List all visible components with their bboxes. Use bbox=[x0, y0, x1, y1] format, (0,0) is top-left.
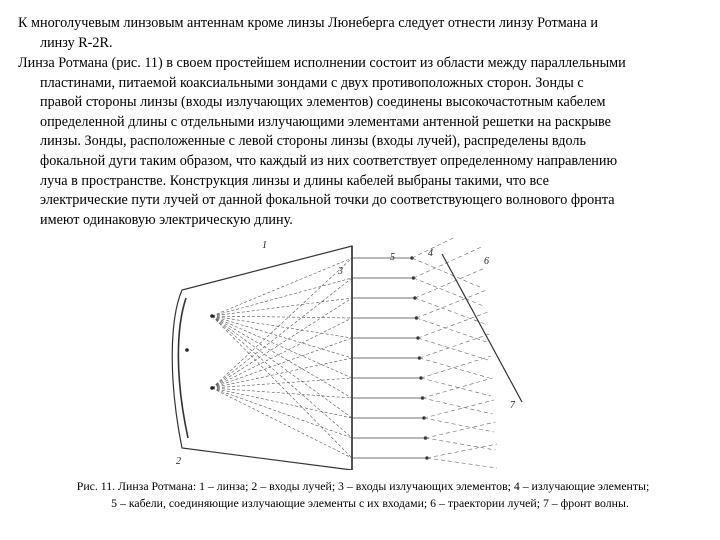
ray-traces bbox=[212, 258, 352, 458]
wave-line bbox=[412, 238, 482, 258]
text-line: электрические пути лучей от данной фокальной точки до соответствующего волнового фронта bbox=[40, 192, 615, 209]
ray-line bbox=[212, 388, 352, 438]
label-5: 5 bbox=[390, 252, 395, 263]
wave-front bbox=[442, 254, 522, 402]
ray-line bbox=[212, 316, 352, 318]
ray-line bbox=[212, 316, 352, 398]
ray-line bbox=[212, 388, 352, 458]
wave-line bbox=[414, 278, 484, 306]
label-2: 2 bbox=[176, 456, 181, 467]
ray-line bbox=[212, 316, 352, 438]
wave-line bbox=[423, 378, 493, 398]
wave-line bbox=[426, 438, 496, 450]
ray-line bbox=[212, 358, 352, 388]
intro-paragraph bbox=[18, 14, 708, 53]
wave-line bbox=[415, 298, 485, 324]
ray-line bbox=[212, 298, 352, 388]
wave-line bbox=[427, 444, 497, 458]
wave-line bbox=[418, 338, 488, 360]
wave-line bbox=[424, 400, 494, 418]
wave-line bbox=[423, 398, 493, 414]
wave-line bbox=[420, 334, 490, 358]
wave-line bbox=[421, 356, 491, 378]
rotman-lens-figure bbox=[160, 238, 540, 470]
text-line: луча в пространстве. Конструкция линзы и длины кабелей выбраны такими, что все bbox=[40, 172, 549, 189]
label-1: 1 bbox=[262, 240, 267, 251]
wave-paths bbox=[412, 238, 497, 468]
focal-arc bbox=[178, 298, 188, 438]
text-line: фокальной дуги таким образом, что каждый из них соответствует определенному направлению bbox=[40, 152, 618, 169]
text-line: линзы. Зонды, расположенные с левой стороны линзы (входы лучей), распределены вдоль bbox=[40, 133, 586, 150]
text-line: имеют одинаковую электрическую длину. bbox=[40, 211, 293, 228]
text-line: правой стороны линзы (входы излучающих элементов) соединены высокочастотным кабелем bbox=[40, 94, 606, 111]
ray-line bbox=[212, 278, 352, 316]
ray-line bbox=[212, 316, 352, 458]
cables bbox=[352, 257, 428, 460]
beam-port-mid bbox=[185, 348, 189, 352]
ray-line bbox=[212, 388, 352, 398]
ray-line bbox=[212, 378, 352, 388]
text-line: линзу R-2R. bbox=[40, 34, 113, 51]
wave-line bbox=[415, 268, 485, 298]
text-line: Линза Ротмана (рис. 11) в своем простейшем исполнении состоит из области между параллельными bbox=[18, 55, 626, 71]
ray-line bbox=[212, 278, 352, 388]
text-line: пластинами, питаемой коаксиальными зондами с двух противоположных сторон. Зонды с bbox=[40, 74, 584, 91]
wave-line bbox=[418, 312, 488, 338]
ray-line bbox=[212, 316, 352, 358]
wave-line bbox=[427, 458, 497, 468]
label-3: 3 bbox=[338, 266, 343, 277]
label-7: 7 bbox=[510, 400, 515, 411]
beam-port-bottom bbox=[210, 386, 214, 390]
wave-line bbox=[421, 378, 491, 396]
beam-port-top bbox=[210, 314, 214, 318]
ray-line bbox=[212, 318, 352, 388]
caption-line: 5 – кабели, соединяющие излучающие элементы с их входами; 6 – траектории лучей; 7 – фронт волны. bbox=[111, 496, 629, 510]
ray-line bbox=[212, 338, 352, 388]
label-6: 6 bbox=[484, 256, 489, 267]
rotman-lens-paragraph bbox=[18, 54, 708, 230]
text-line: определенной длины с отдельными излучающими элементами антенной решетки на раскрыве bbox=[40, 113, 611, 130]
wave-line bbox=[417, 290, 487, 318]
text-line: К многолучевым линзовым антеннам кроме линзы Люнеберга следует отнести линзу Ротмана и bbox=[18, 15, 598, 31]
ray-line bbox=[212, 316, 352, 338]
label-4: 4 bbox=[428, 248, 433, 259]
wave-line bbox=[426, 422, 496, 438]
ray-line bbox=[212, 316, 352, 378]
caption-line: Рис. 11. Линза Ротмана: 1 – линза; 2 – входы лучей; 3 – входы излучающих элементов; 4 – излучающие элементы; bbox=[76, 479, 650, 493]
figure-caption bbox=[18, 478, 708, 512]
lens-outline bbox=[172, 246, 352, 470]
